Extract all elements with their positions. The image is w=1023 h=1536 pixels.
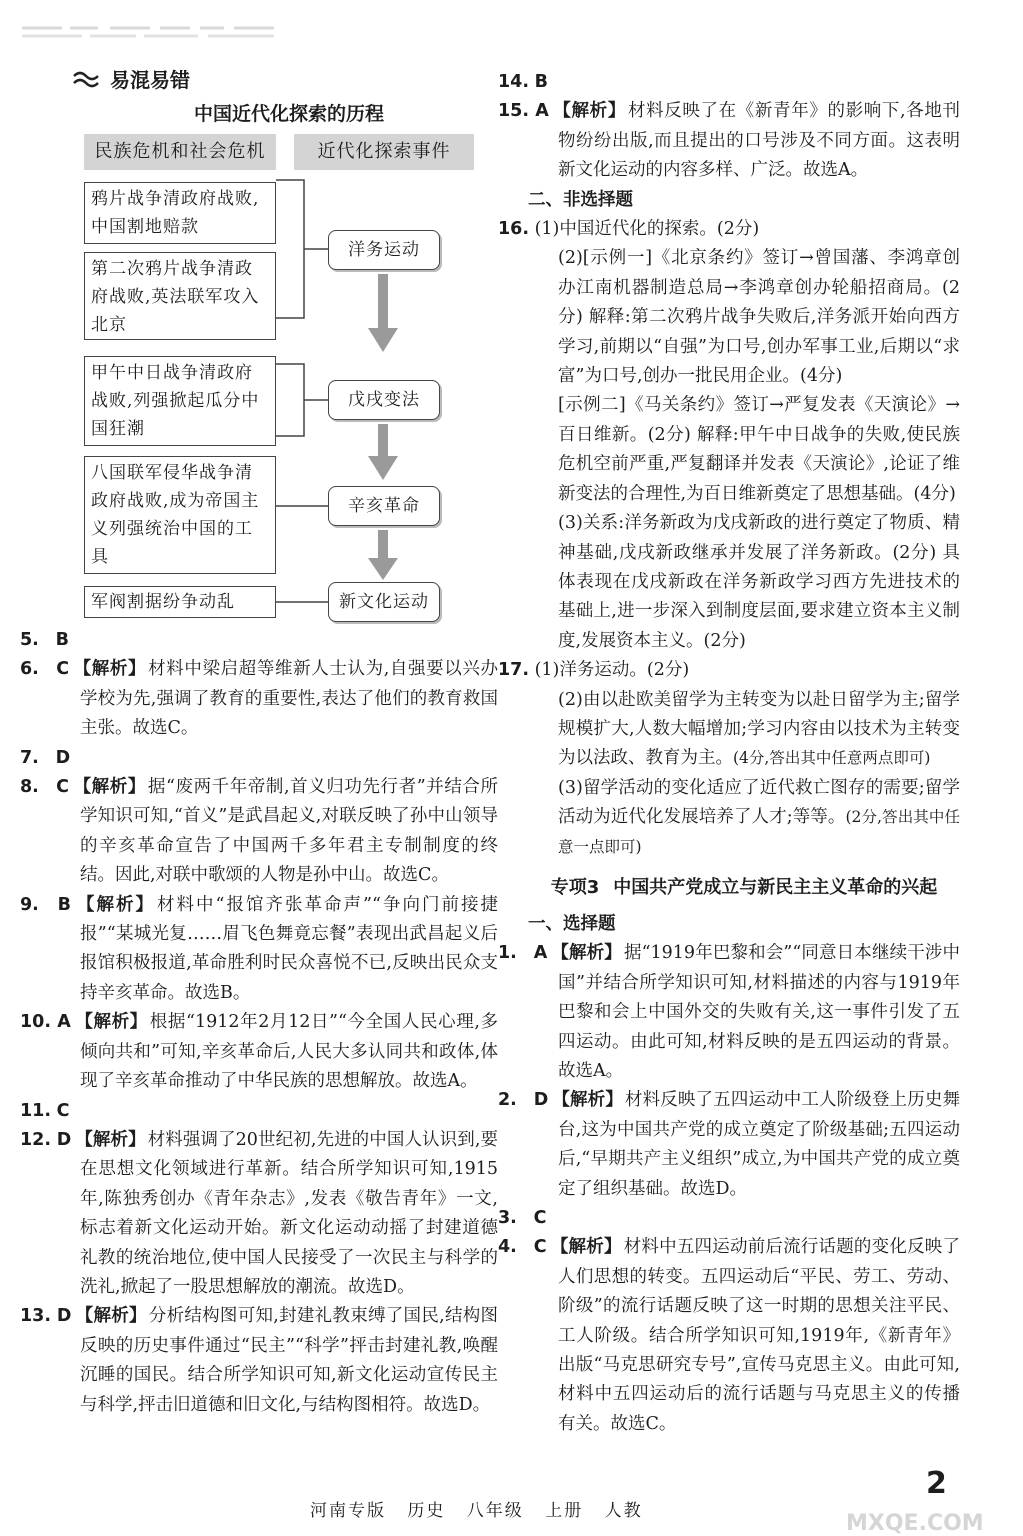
event-new-culture: 新文化运动 bbox=[328, 582, 440, 622]
score-note-17-2: (4分,答出其中任意两点即可) bbox=[733, 749, 931, 768]
event-reform: 戊戌变法 bbox=[328, 380, 440, 420]
bracket-line-2 bbox=[276, 364, 304, 436]
right-column bbox=[498, 68, 961, 1439]
answer-t3-3: 3. C bbox=[498, 1208, 547, 1229]
answer-16-part1: 16. (1)中国近代化的探索。(2分) bbox=[498, 219, 760, 240]
answer-17-part2: (2)由以赴欧美留学为主转变为以赴日留学为主;留学规模扩大,人数大幅增加;学习内容由以技术为主转变为以法政、教育为主。(4分,答出其中任意两点即可) bbox=[558, 689, 960, 769]
cause-box-1: 鸦片战争清政府战败,中国割地赔款 bbox=[84, 182, 276, 244]
answer-16-part3: (3)关系:洋务新政为戊戌新政的进行奠定了物质、精神基础,戊戌新政继承并发展了洋务新政。(2分) 具体表现在戊戌新政在洋务新政学习西方先进技术的基础上,进一步深入到制度层面,要求建立资本主义制度,发展资本主义。(2分) bbox=[558, 513, 960, 651]
answer-7: 7. D bbox=[20, 747, 71, 768]
watermark-text: MXQE.COM bbox=[846, 1511, 984, 1536]
score-note-17-3: (2分,答出其中任意一点即可) bbox=[558, 808, 960, 856]
watermark-logo bbox=[842, 1478, 1022, 1536]
topic-label: 专项3 bbox=[550, 876, 600, 898]
answer-10: 10. A 【解析】 根据“1912年2月12日”“今全国人民心理,多倾向共和”可知,辛亥革命后,人民大多认同共和政体,体现了辛亥革命推动了中华民族的思想解放。故选A。 bbox=[20, 1012, 498, 1092]
left-column bbox=[20, 62, 498, 1420]
answer-14: 14. B bbox=[498, 72, 548, 92]
answer-t3-1: 1. A 【解析】 据“1919年巴黎和会”“同意日本继续干涉中国”并结合所学知识可知,材料描述的内容与1919年巴黎和会上中国外交的失败有关,这一事件引发了五四运动。由此可知,材料反映的是五四运动的背景。故选A。 bbox=[498, 943, 960, 1081]
bracket-line-1 bbox=[276, 180, 304, 318]
answer-17-part3: (3)留学活动的变化适应了近代救亡图存的需要;留学活动为近代化发展培养了人才;等等。(2分,答出其中任意一点即可) bbox=[558, 777, 960, 856]
answer-15: 15. A 【解析】 材料反映了在《新青年》的影响下,各地刊物纷纷出版,而且提出的口号涉及不同方面。这表明新文化运动的内容多样、广泛。故选A。 bbox=[498, 101, 960, 181]
left-answers bbox=[20, 626, 498, 1420]
answer-12: 12. D 【解析】 材料强调了20世纪初,先进的中国人认识到,要在思想文化领域进行革新。结合所学知识可知,1915年,陈独秀创办《青年杂志》,发表《敬告青年》一文,标志着新文化运动开始。新文化运动动摇了封建道德礼教的统治地位,使中国人民接受了一次民主与科学的洗礼,掀起了一股思想解放的潮流。故选D。 bbox=[20, 1129, 498, 1297]
answer-17-part1: 17. (1)洋务运动。(2分) bbox=[498, 660, 690, 681]
section-header bbox=[72, 64, 498, 93]
wave-icon bbox=[72, 70, 100, 88]
cause-box-4: 八国联军侵华战争清政府战败,成为帝国主义列强统治中国的工具 bbox=[84, 456, 276, 574]
answer-16-part2: (2)[示例一]《北京条约》签订→曾国藩、李鸿章创办江南机器制造总局→李鸿章创办轮船招商局。(2分) 解释:第二次鸦片战争失败后,洋务派开始向西方学习,前期以“自强”为口号,创办军事工业,后期以“求富”为口号,创办一批民用企业。(4分) bbox=[558, 248, 960, 387]
part-two-heading: 二、非选择题 bbox=[528, 189, 633, 210]
arrow-2 bbox=[368, 424, 398, 480]
cause-box-3: 甲午中日战争清政府战败,列强掀起瓜分中国狂潮 bbox=[84, 356, 276, 446]
header-left: 民族危机和社会危机 bbox=[84, 134, 276, 170]
cause-box-5: 军阀割据纷争动乱 bbox=[84, 586, 276, 618]
answer-5: 5. B bbox=[20, 630, 69, 650]
event-westernization: 洋务运动 bbox=[328, 230, 440, 270]
arrow-3 bbox=[368, 530, 398, 580]
answer-13: 13. D 【解析】 分析结构图可知,封建礼教束缚了国民,结构图反映的历史事件通过“民主”“科学”抨击封建礼教,唤醒沉睡的国民。结合所学知识可知,新文化运动宣传民主与科学,抨击旧道德和旧文化,与结构图相符。故选D。 bbox=[20, 1306, 498, 1415]
answer-8: 8. C 【解析】 据“废两千年帝制,首义归功先行者”并结合所学知识可知,“首义”是武昌起义,对联反映了孙中山领导的辛亥革命宣告了中国两千多年君主专制制度的终结。因此,对联中歌颂的人物是孙中山。故选C。 bbox=[20, 777, 498, 886]
cause-box-2: 第二次鸦片战争清政府战败,英法联军攻入北京 bbox=[84, 252, 276, 340]
arrow-1 bbox=[368, 274, 398, 352]
event-revolution: 辛亥革命 bbox=[328, 486, 440, 526]
answer-11: 11. C bbox=[20, 1100, 70, 1121]
part-one-heading: 一、选择题 bbox=[528, 913, 616, 934]
diagram-title: 中国近代化探索的历程 bbox=[193, 103, 384, 125]
topic-3-heading bbox=[528, 874, 960, 902]
page-number: 2 bbox=[926, 1466, 947, 1501]
answer-16-part2b: [示例二]《马关条约》签订→严复发表《天演论》→百日维新。(2分) 解释:甲午中日战争的失败,使民族危机空前严重,严复翻译并发表《天演论》,论证了维新变法的合理性,为百日维新奠定了思想基础。(4分) bbox=[558, 395, 960, 504]
answer-t3-2: 2. D 【解析】 材料反映了五四运动中工人阶级登上历史舞台,这为中国共产党的成立奠定了阶级基础;五四运动后,“早期共产主义组织”成立,为中国共产党的成立奠定了组织基础。故选D。 bbox=[498, 1090, 961, 1199]
answer-9: 9. B 【解析】 材料中“报馆齐张革命声”“争向门前接捷报”“某城光复……眉飞色舞竟忘餐”表现出武昌起义后报馆积极报道,革命胜利时民众喜悦不已,反映出民众支持辛亥革命。故选B。 bbox=[20, 894, 498, 1003]
section-title: 易混易错 bbox=[110, 68, 190, 92]
page-footer: 河南专版 历史 八年级 上册 人教 bbox=[310, 1501, 643, 1521]
header-decoration bbox=[20, 22, 280, 44]
answer-t3-4: 4. C 【解析】 材料中五四运动前后流行话题的变化反映了人们思想的转变。五四运动后“平民、劳工、劳动、阶级”的流行话题反映了这一时期的思想关注平民、工人阶级。结合所学知识可知,1919年,《新青年》出版“马克思研究专号”,宣传马克思主义。由此可知,材料中五四运动后的流行话题与马克思主义的传播有关。故选C。 bbox=[498, 1237, 960, 1434]
topic-title: 中国共产党成立与新民主主义革命的兴起 bbox=[613, 876, 938, 898]
answer-6: 6. C 【解析】 材料中梁启超等维新人士认为,自强要以兴办学校为先,强调了教育的重要性,表达了他们的教育救国主张。故选C。 bbox=[20, 659, 498, 739]
header-right: 近代化探索事件 bbox=[294, 134, 474, 170]
modernization-diagram bbox=[80, 134, 500, 614]
